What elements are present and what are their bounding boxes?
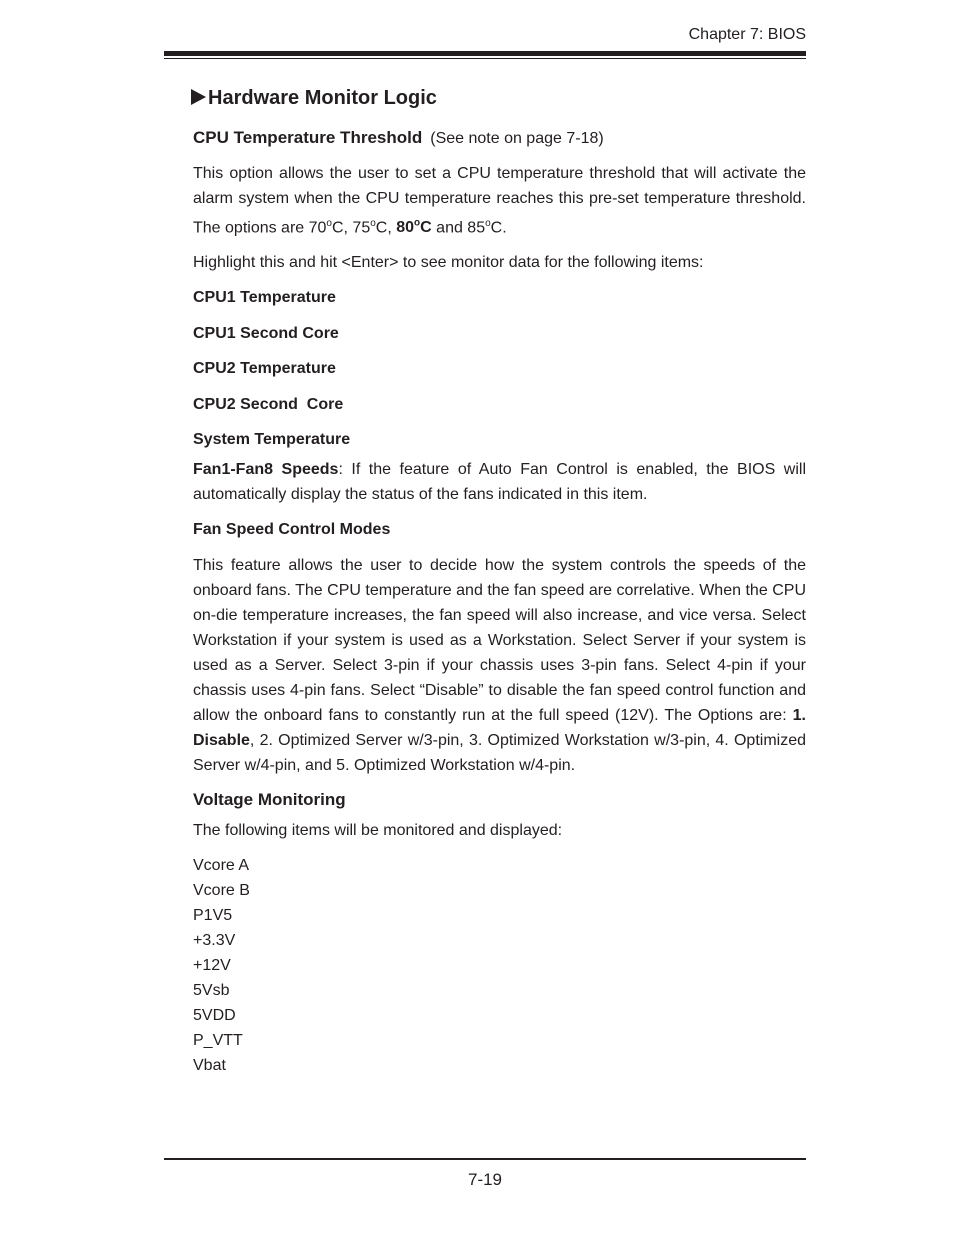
cpu-threshold-title: CPU Temperature Threshold [193,128,423,147]
cpu-threshold-heading [193,126,806,151]
cpu-threshold-note: (See note on page 7-18) [430,130,604,147]
option-80-unit: C [420,219,432,237]
list-item: P_VTT [193,1031,243,1049]
option-80: 80 [396,219,415,237]
section-title-text: Hardware Monitor Logic [208,87,437,109]
voltage-list [193,853,806,1078]
item-system-temperature: System Temperature [193,431,351,449]
default-option-80 [396,219,431,236]
degree-sup: o [485,218,491,229]
voltage-intro: The following items will be monitored and displayed: [193,821,563,839]
header-rule-thin [164,58,806,59]
page-content [193,84,806,1078]
section-title [191,84,806,112]
page-number: 7-19 [467,1170,503,1189]
list-item: Vcore B [193,881,250,899]
fan-modes-rest: , 2. Optimized Server w/3-pin, 3. Optimized Workstation w/3-pin, 4. Optimized Server w/4-pin, and 5. Optimized Workstation w/4-pin. [193,731,806,774]
degree-sup: o [414,218,421,229]
highlight-instruction: Highlight this and hit <Enter> to see monitor data for the following items: [193,254,704,272]
item-cpu2-second-core: CPU2 Second Core [193,395,344,413]
fan-modes-text: This feature allows the user to decide how the system controls the speeds of the onboard fans. The CPU temperature and the fan speed are correlative. When the CPU on-die temperature increases, the fan speed will also increase, and vice versa. Select Workstation if your system is used as a Workstation. Select Server if your system is used as a Server. Select 3-pin if your chassis uses 3-pin fans. Select 4-pin if your chassis uses 4-pin fans. Select “Disable” to disable the fan speed control function and allow the onboard fans to constantly run at the full speed (12V). The Options are: [193,556,806,724]
footer-rule [164,1158,806,1160]
list-item: 5VDD [193,1006,236,1024]
fan-modes-body [193,553,806,778]
option-75-sep: C, [375,219,397,237]
degree-sup: o [326,218,332,229]
option-70-sep: C, 75 [331,219,371,237]
degree-sup: o [370,218,376,229]
header-rule-thick [164,51,806,56]
list-item: P1V5 [193,906,233,924]
item-cpu2-temperature: CPU2 Temperature [193,360,336,378]
fan-speeds-text: : If the feature of Auto Fan Control is enabled, the BIOS will automatically display the status of the fans indicated in this item. [193,461,806,504]
option-85-unit: C. [490,219,507,237]
item-cpu1-temperature: CPU1 Temperature [193,289,336,307]
list-item: +12V [193,956,231,974]
list-item: Vcore A [193,856,250,874]
cpu-threshold-text: This option allows the user to set a CPU temperature threshold that will activate the alarm system when the CPU temperature reaches this pre-set temperature threshold. The options are 70 [193,165,806,237]
triangle-bullet-icon [191,89,206,105]
list-item: Vbat [193,1056,226,1074]
cpu-threshold-body [193,161,806,240]
voltage-heading: Voltage Monitoring [193,789,346,809]
option-85: and 85 [431,219,486,237]
fan-modes-heading: Fan Speed Control Modes [193,521,391,539]
fan-speeds-label: Fan1-Fan8 Speeds [193,461,339,479]
fan-modes-default: 1. Disable [193,706,806,749]
fan-speeds-paragraph [193,457,806,507]
item-cpu1-second-core: CPU1 Second Core [193,324,339,342]
chapter-header: Chapter 7: BIOS [688,26,806,43]
list-item: 5Vsb [193,981,230,999]
list-item: +3.3V [193,931,236,949]
